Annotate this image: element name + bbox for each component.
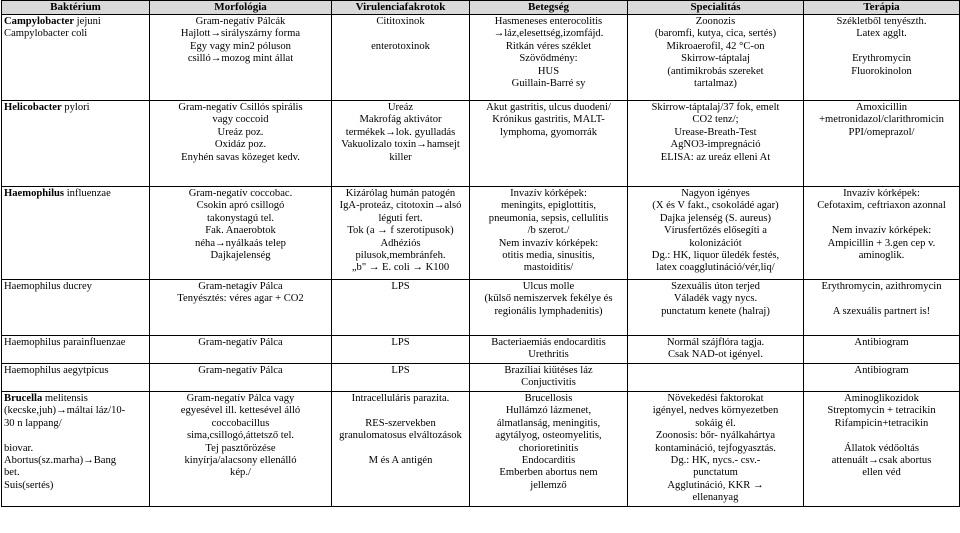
bacterium-genus: Helicobacter [4, 102, 62, 113]
morphology-cell: Gram-negatív Pálca vagy egyesével ill. kettesével álló coccobacillus sima,csillogó,áttetsző tel. Tej pasztőrözése kinyírja/alacsony ellenálló kép./ [150, 392, 332, 507]
bacterium-species: Haemophilus aegytpicus [4, 365, 109, 376]
bacterium-cell [2, 336, 150, 364]
morphology-cell: Gram-negatív Csillós spirális vagy coccoid Ureáz poz. Oxidáz poz. Enyhén savas közeget kedv. [150, 101, 332, 187]
bacterium-cell [2, 187, 150, 280]
specialty-cell: Normál szájflóra tagja. Csak NAD-ot igényel. [628, 336, 804, 364]
disease-cell: Brazíliai kiütéses láz Conjuctivitis [470, 364, 628, 392]
therapy-cell: Antibiogram [804, 336, 960, 364]
morphology-cell: Gram-negatív coccobac. Csokin apró csillogó takonystagú tel. Fak. Anaerobtok néha→nyálkaás telep Dajkajelenség [150, 187, 332, 280]
table-row [2, 336, 960, 364]
disease-cell: Hasmeneses enterocolitis →láz,elesettség,izomfájd. Ritkán véres széklet Szövődmény: HUS Guillain-Barré sy [470, 15, 628, 101]
virulence-cell: Intracelluláris parazita. RES-szervekben granulomatosus elváltozások M és A antigén [332, 392, 470, 507]
virulence-cell: LPS [332, 336, 470, 364]
table-row [2, 15, 960, 101]
therapy-cell: Erythromycin, azithromycin A szexuális partnert is! [804, 280, 960, 336]
virulence-cell: Ureáz Makrofág aktivátor termékek→lok. gyulladás Vakuolizalo toxin→hamsejt killer [332, 101, 470, 187]
bacterium-cell [2, 101, 150, 187]
morphology-cell: Gram-netagív Pálca Tenyésztés: véres agar + CO2 [150, 280, 332, 336]
morphology-cell: Gram-negatív Pálca [150, 364, 332, 392]
bacterium-species: jejuni Campylobacter coli [4, 16, 101, 40]
specialty-cell: Zoonozis (baromfi, kutya, cica, sertés) Mikroaerofil, 42 °C-on Skirrow-táptalaj (antimikrobás szereket tartalmaz) [628, 15, 804, 101]
bacterium-species: melitensis (kecske,juh)→máltai láz/10- 30 n lappang/ biovar. Abortus(sz.marha)→Bang bet. Suis(sertés) [4, 393, 126, 491]
bacterium-genus: Haemophilus [4, 188, 65, 199]
therapy-cell: Amoxicillin +metronidazol/clarithromicin PPI/omeprazol/ [804, 101, 960, 187]
bacterium-genus: Brucella [4, 393, 43, 404]
specialty-cell: Növekedési faktorokat igényel, nedves környezetben sokáig él. Zoonosis: bőr- nyálkahártya kontamináció, tejfogyasztás. Dg.: HK, nycs.- csv.- punctatum Agglutináció, KKR → ellenanyag [628, 392, 804, 507]
bacterium-species: pylori [61, 102, 90, 113]
bacterium-genus: Campylobacter [4, 16, 75, 27]
header-cell: Terápia [804, 1, 960, 15]
specialty-cell: Szexuális úton terjed Váladék vagy nycs. punctatum kenete (halraj) [628, 280, 804, 336]
table-row [2, 187, 960, 280]
morphology-cell: Gram-negatív Pálcák Hajlott→sirályszárny forma Egy vagy min2 póluson csilló→mozog mint állat [150, 15, 332, 101]
header-cell: Morfológia [150, 1, 332, 15]
bacteria-table [1, 0, 960, 507]
therapy-cell: Székletből tenyészth. Latex agglt. Erythromycin Fluorokinolon [804, 15, 960, 101]
virulence-cell: LPS [332, 364, 470, 392]
header-cell: Baktérium [2, 1, 150, 15]
bacterium-species: Haemophilus parainfluenzae [4, 337, 126, 348]
bacterium-cell [2, 364, 150, 392]
therapy-cell: Invazív kórképek: Cefotaxim, ceftriaxon azonnal Nem invazív kórképek: Ampicillin + 3.gen cep v. aminoglik. [804, 187, 960, 280]
specialty-cell [628, 364, 804, 392]
bacterium-species: Haemophilus ducrey [4, 281, 92, 292]
table-row [2, 392, 960, 507]
specialty-cell: Nagyon igényes (X és V fakt., csokoládé agar) Dajka jelenség (S. aureus) Vírusfertőzés elősegíti a kolonizációt Dg.: HK, liquor üledék festés, latex coagglutináció/vér,liq/ [628, 187, 804, 280]
virulence-cell: Cititoxinok enterotoxinok [332, 15, 470, 101]
table-row [2, 364, 960, 392]
disease-cell: Ulcus molle (külső nemiszervek fekélye és regionális lymphadenitis) [470, 280, 628, 336]
disease-cell: Brucellosis Hullámzó lázmenet, álmatlanság, meningitis, agytályog, osteomyelitis, chorioretinitis Endocarditis Emberben abortus nem jellemző [470, 392, 628, 507]
table-row [2, 101, 960, 187]
bacterium-cell [2, 15, 150, 101]
disease-cell: Akut gastritis, ulcus duodeni/ Krónikus gastritis, MALT- lymphoma, gyomorrák [470, 101, 628, 187]
virulence-cell: Kizárólag humán patogén IgA-proteáz, citotoxin→alsó léguti fert. Tok (a → f szerotípusok) Adhéziós pilusok,membránfeh. „b" → E. coli → K100 [332, 187, 470, 280]
morphology-cell: Gram-negatív Pálca [150, 336, 332, 364]
header-row [2, 1, 960, 15]
header-cell: Betegség [470, 1, 628, 15]
bacterium-cell [2, 392, 150, 507]
header-cell: Virulenciafakrotok [332, 1, 470, 15]
specialty-cell: Skirrow-táptalaj/37 fok, emelt CO2 tenz/; Urease-Breath-Test AgNO3-impregnáció ELISA: az ureáz elleni At [628, 101, 804, 187]
disease-cell: Invazív kórképek: meningits, epiglottitis, pneumonia, sepsis, cellulitis /b szerot./ Nem invazív kórképek: otitis media, sinusitis, mastoiditis/ [470, 187, 628, 280]
header-cell: Specialitás [628, 1, 804, 15]
table-row [2, 280, 960, 336]
bacterium-species: influenzae [64, 188, 111, 199]
bacterium-cell [2, 280, 150, 336]
therapy-cell: Aminoglikozidok Streptomycin + tetracikin Rifampicin+tetracikin Állatok védőoltás attenuált→csak abortus ellen véd [804, 392, 960, 507]
virulence-cell: LPS [332, 280, 470, 336]
disease-cell: Bacteriaemiás endocarditis Urethritis [470, 336, 628, 364]
therapy-cell: Antibiogram [804, 364, 960, 392]
